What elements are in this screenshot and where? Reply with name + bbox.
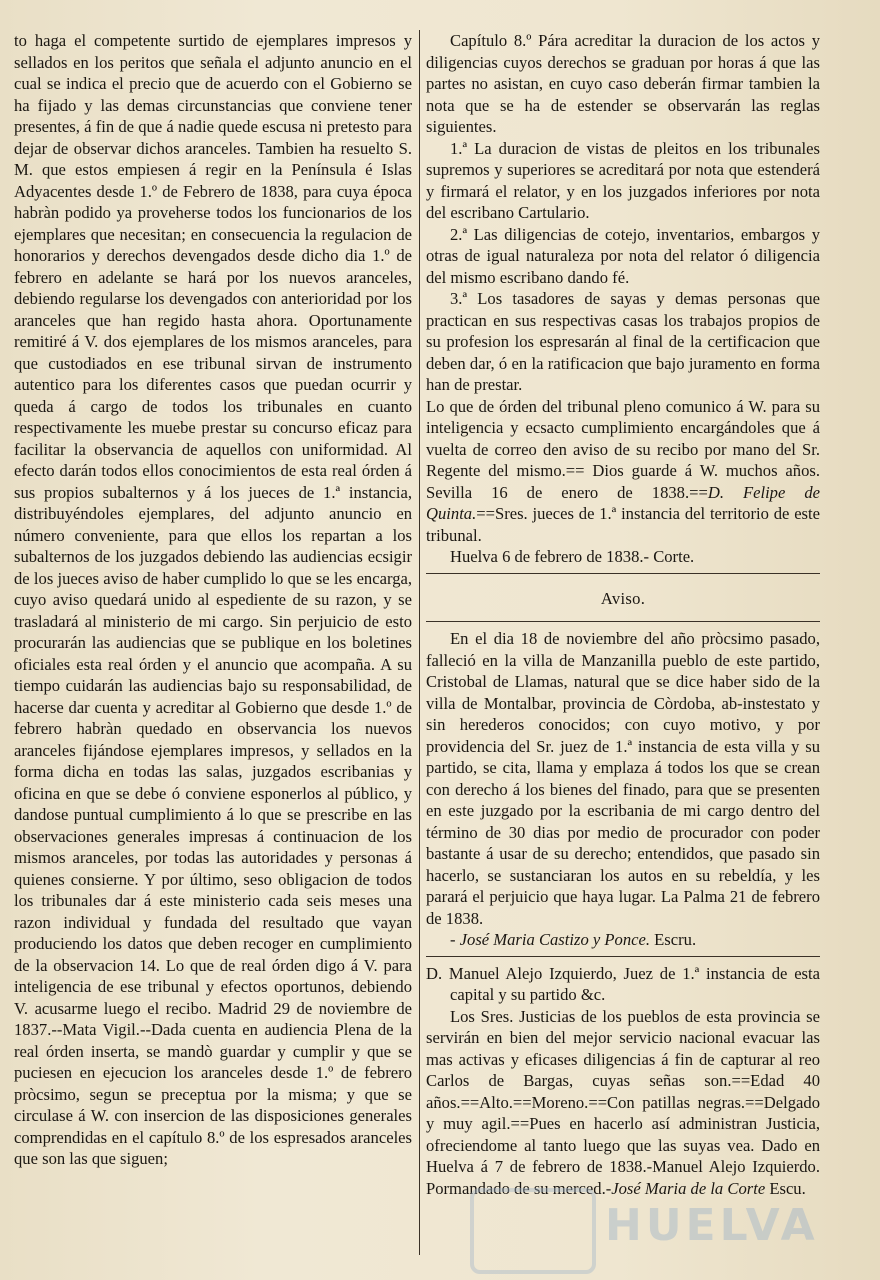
closing-tail: ==Sres. jueces de 1.ª instancia del territorio de este tribunal. xyxy=(426,504,820,545)
closing-text: Lo que de órden del tribunal pleno comunico á W. para su inteligencia y ecsacto cumplimiento encargándoles que á vuelta de correo den aviso de su recibo por mano del Sr. Regente del mismo.== Dios guarde á W. muchos años. Sevilla 16 de enero de 1838.== xyxy=(426,396,820,502)
left-column xyxy=(14,30,412,1170)
left-column-text: to haga el competente surtido de ejemplares impresos y sellados en los peritos que señala el adjunto anuncio en el cual se indica el precio que de acuerdo con el Gobierno se ha fijado y las demas circunstancias que conviene tener presentes, á fin de que á nadie quede escusa ni pretesto para dejar de observar dichos aranceles. Tambien ha resuelto S. M. que estos empiesen á regir en la Península é Islas Adyacentes desde 1.º de Febrero de 1838, para cuya época habràn podido ya proveherse todos los funcionarios de los ejemplares que necesitan; en consecuencia la regulacion de honorarios y derechos devengados desde dicho dia 1.º de febrero en adelante se hará por los nuevos aranceles, debiendo regularse los devengados con anterioridad por los aranceles que han regido hasta ahora. Oportunamente remitiré á V. dos ejemplares de los mismos aranceles, para que custodiados en ese tribunal sirvan de instrumento autentico para los diferentes casos que puedan ocurrir y queda á cargo de todos los tribunales en cuanto respectivamente les muebe prestar su concurso eficaz para facilitar la observancia de aquellos con uniformidad. Al efecto darán todos ellos conocimientos de esta real órden á sus propios subalternos y á los jueces de 1.ª instancia, distribuyéndoles ejemplares, del adjunto anuncio en número conveniente, para que ellos los repartan a los subalternos de los juzgados debiendo las audiencias ecsigir de los jueces aviso de haber cumplido lo que se les encarga, cuyo aviso quedará unido al espediente de su razon, y se trasladará al ministerio de mi cargo. Sin perjuicio de esto procurarán las audiencias que se publique en los boletines oficiales esta real órden y el anuncio que acompaña. A su tiempo cuidarán las audiencias bajo su responsabilidad, de hacerse dar cuenta y acreditar al Gobierno que desde 1.º de febrero habràn quedado en observancia los nuevos aranceles fijándose ejemplares impresos, y sellados en la forma dicha en todas las salas, juzgados escribanias y oficina en que se debe ó conviene esponerlos al público, y dandose puntual cumplimiento á lo que se prescribe en las observaciones generales impresas á continuacion de los mismos aranceles, por todas las autoridades y personas á quienes consierne. Y por último, seso obligacion de todos los tribunales dar á este ministerio cada seis meses una razon individual y fundada del resultado que vayan produciendo los datos que deben recoger en cumplimiento de la observacion 14. Lo que de real órden digo á V. para inteligencia de ese tribunal y efectos oportunos, debiendo V. acusarme luego el recibo. Madrid 29 de noviembre de 1837.--Mata Vigil.--Dada cuenta en audiencia Plena de la real órden inserta, se mandò guardar y cumplir y que se puciesen en ejecucion los aranceles desde 1.º de febrero pròcsimo, segun se preceptua por la misma; y que se circulase á W. con insercion de las disposiciones generales comprendidas en el capítulo 8.º de los espresados aranceles que son las que siguen; xyxy=(14,31,412,1168)
signature-felipe-de-quinta: D. Felipe de Quinta. xyxy=(426,482,820,523)
watermark-shield-icon xyxy=(470,1188,596,1274)
aviso-signature-tail: Escru. xyxy=(654,930,697,949)
watermark-huelva: HUELVA xyxy=(605,1200,819,1251)
aviso-text: En el dia 18 de noviembre del año pròcsimo pasado, falleció en la villa de Manzanilla pueblo de este partido, Cristobal de Llamas, natural que se dice haber sido de la villa de Montalbar, provincia de Còrdoba, ab-instestato y sin herederos conocidos; con cuyo motivo, y por providencia del Sr. juez de 1.ª instancia de esta villa y su partido, se cita, llama y emplaza á todos los que se crean con derecho á los bienes del finado, para que se presenten en este juzgado por la escribania de mi cargo dentro del término de 30 dias por medio de procurador con poder bastante á usar de su derecho; entendidos, que pasado sin hacerlo, se sustanciaran los autos en su rebeldía, y les parará el perjuicio que haya lugar. La Palma 21 de febrero de 1838. xyxy=(426,629,820,928)
requisitoria-signature-tail: Escu. xyxy=(769,1178,806,1198)
aviso-signature: - José Maria Castizo y Ponce. xyxy=(450,930,651,949)
requisitoria-heading: D. Manuel Alejo Izquierdo, Juez de 1.ª instancia de esta capital y su partido &c. xyxy=(426,963,820,1004)
requisitoria-signature: José Maria de la Corte xyxy=(611,1178,766,1198)
column-divider xyxy=(419,30,420,1255)
section-rule-1 xyxy=(426,573,820,574)
rule-1: 1.ª La duracion de vistas de pleitos en los tribunales supremos y superiores se acreditará por nota que estenderá y firmará el relator, y en los juzgados inferiores por nota del escribano Cartulario. xyxy=(426,138,820,222)
rule-2: 2.ª Las diligencias de cotejo, inventarios, embargos y otras de igual naturaleza por nota del relator ó diligencia del mismo escribano dando fé. xyxy=(426,224,820,287)
requisitoria-text-paragraph xyxy=(426,1006,820,1200)
section-rule-3 xyxy=(426,956,820,957)
requisitoria-text: Los Sres. Justicias de los pueblos de esta provincia se servirán en bien del mejor servicio nacional evacuar las mas activas y eficases diligencias á fin de capturar al reo Carlos de Bargas, cuyas señas son.==Edad 40 años.==Alto.==Moreno.==Con patillas negras.==Delgado y muy agil.==Pues en hacerlo así administran Justicia, ofreciendome al tanto luego que las suyas vea. Dado en Huelva á 7 de febrero de 1838.-Manuel Alejo Izquierdo. Pormandado de su merced.- xyxy=(426,1006,820,1198)
aviso-signature-line xyxy=(426,929,820,951)
closing-paragraph xyxy=(426,396,820,547)
rule-3: 3.ª Los tasadores de sayas y demas personas que practican en sus respectivas casas los trabajos propios de su profesion los espresarán al final de la certificacion que deben dar, ó en la ratificacion que bajo juramento en forma han de prestar. xyxy=(426,289,820,394)
aviso-heading: Aviso. xyxy=(600,588,646,608)
right-column xyxy=(426,30,820,1199)
chapter-8-intro: Capítulo 8.º Pára acreditar la duracion de los actos y diligencias cuyos derechos se graduan por horas á que las partes no asistan, en cuyo caso deberán firmar tambien la nota que se ha de estender se observarán las reglas siguientes. xyxy=(426,31,820,136)
section-rule-2 xyxy=(426,621,820,622)
dateline: Huelva 6 de febrero de 1838.- Corte. xyxy=(450,547,695,566)
